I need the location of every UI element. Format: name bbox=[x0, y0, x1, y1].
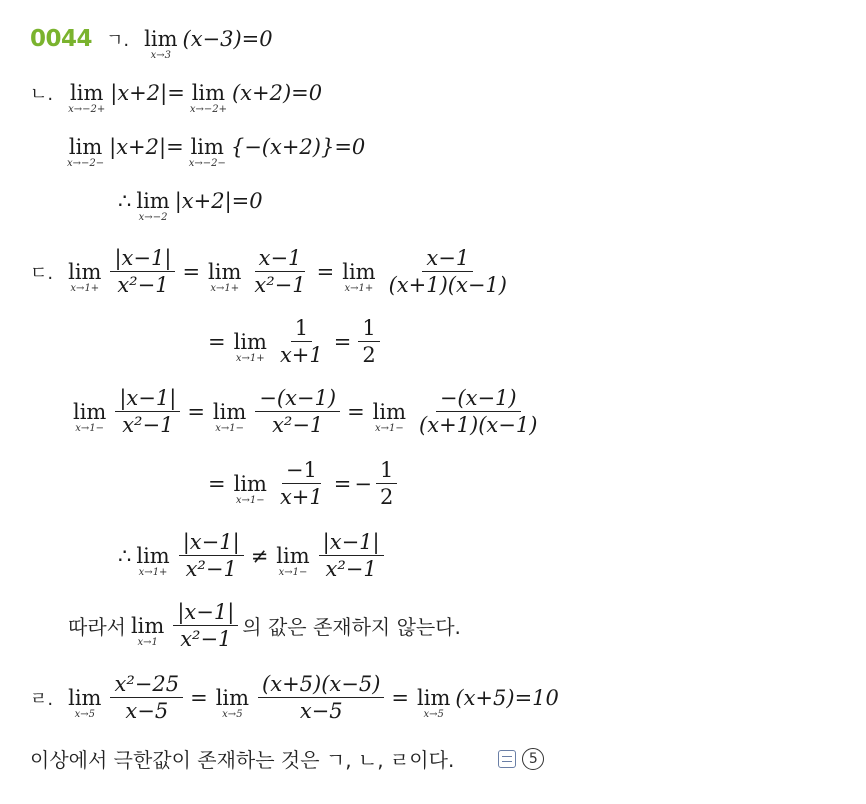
answer-choice-circle: 5 bbox=[522, 748, 544, 770]
frac-c5: $\frac{1}{2}$ bbox=[358, 316, 379, 367]
lim-c4: lim x→1+ bbox=[233, 329, 267, 364]
frac-c13: $\frac{|x-1|}{\text{x²−1}}$ bbox=[173, 600, 238, 651]
text-not-exist: 의 값은 존재하지 않는다. bbox=[242, 615, 461, 639]
line-a bbox=[30, 22, 273, 61]
lim-c9: lim x→1+ bbox=[136, 543, 170, 578]
neq-symbol: ≠ bbox=[250, 543, 269, 568]
problem-number: 0044 bbox=[30, 26, 93, 52]
lim-c1: lim x→1+ bbox=[68, 259, 102, 294]
frac-c6: $\frac{|x-1|}{\text{x²−1}}$ bbox=[115, 386, 180, 437]
lim-c3: lim x→1+ bbox=[342, 259, 376, 294]
answer-icon bbox=[498, 750, 516, 768]
frac-c8: $\frac{-(x-1)}{(x+1)(x-1)}$ bbox=[419, 386, 538, 437]
expr-b1-mid: |x+2|= bbox=[110, 81, 185, 105]
line-b2 bbox=[62, 130, 366, 169]
mark-d: ㄹ. bbox=[30, 688, 54, 710]
mark-c: ㄷ. bbox=[30, 262, 54, 284]
lim-c6: lim x→1− bbox=[212, 399, 247, 434]
expr-b3-end: |x+2|=0 bbox=[174, 189, 263, 213]
therefore-symbol-2: ∴ bbox=[118, 543, 132, 568]
conclusion-text: 이상에서 극한값이 존재하는 것은 ㄱ, ㄴ, ㄹ이다. bbox=[30, 748, 455, 772]
frac-c2: $\frac{x-1}{\text{x²−1}}$ bbox=[254, 246, 306, 297]
lim-c11: lim x→1 bbox=[130, 613, 165, 648]
conclusion-line bbox=[30, 744, 544, 773]
lim-c2: lim x→1+ bbox=[208, 259, 242, 294]
frac-c7: $\frac{-(x-1)}{\text{x²−1}}$ bbox=[255, 386, 340, 437]
lim-b1: lim x→−2+ bbox=[68, 81, 106, 115]
expr-b2-mid: |x+2|= bbox=[109, 135, 184, 159]
lim-d1: lim x→5 bbox=[68, 685, 102, 720]
lim-c10: lim x→1− bbox=[276, 543, 310, 578]
line-b1 bbox=[30, 76, 323, 115]
frac-c10: $\frac{1}{2}$ bbox=[376, 458, 397, 509]
frac-c1: $\frac{|x-1|}{\text{x²−1}}$ bbox=[110, 246, 175, 297]
lim-d2: lim x→5 bbox=[215, 685, 250, 720]
expr-b2-end: {−(x+2)}=0 bbox=[230, 135, 366, 159]
frac-d2: $\frac{(x+5)(x-5)}{x-5}$ bbox=[258, 672, 384, 723]
frac-c12: $\frac{|x-1|}{\text{x²−1}}$ bbox=[319, 530, 384, 581]
lim-b2: lim x→−2+ bbox=[189, 81, 227, 115]
line-d: ㄹ. lim x→5 $\frac{\text{x²−25}}{x-5}$ = lim x→5 $\frac{(x+5)(x-5)}{x-5}$ = lim x→5 (x+5)=10 bbox=[30, 672, 559, 723]
lim-b3: lim x→−2− bbox=[67, 135, 105, 169]
therefore-symbol: ∴ bbox=[118, 189, 132, 213]
text-therefore-korean: 따라서 bbox=[68, 615, 126, 639]
lim-c8: lim x→1− bbox=[233, 471, 267, 506]
line-c5 bbox=[118, 530, 388, 581]
answer bbox=[498, 748, 544, 770]
frac-c4: $\frac{1}{x+1}$ bbox=[279, 316, 323, 367]
line-c4: = lim x→1− $\frac{-1}{x+1}$ = − $\frac{1}{2}$ bbox=[205, 458, 401, 509]
lim-c5: lim x→1− bbox=[73, 399, 107, 434]
mark-b: ㄴ. bbox=[30, 84, 54, 105]
lim-c7: lim x→1− bbox=[372, 399, 407, 434]
expr-a: (x−3)=0 bbox=[182, 27, 273, 51]
mark-a: ㄱ. bbox=[106, 30, 130, 51]
line-c3: lim x→1− $\frac{|x-1|}{\text{x²−1}}$ = lim x→1− $\frac{-(x-1)}{\text{x²−1}}$ = lim x→1− $\frac{-(x-1)}{(x+1)(x-1)}$ bbox=[68, 386, 545, 437]
frac-d1: $\frac{\text{x²−25}}{x-5}$ bbox=[110, 672, 183, 723]
line-b3 bbox=[118, 184, 263, 223]
frac-c3: $\frac{x-1}{(x+1)(x-1)}$ bbox=[388, 246, 507, 297]
lim-b4: lim x→−2− bbox=[188, 135, 226, 169]
frac-c9: $\frac{-1}{x+1}$ bbox=[279, 458, 323, 509]
expr-b1-end: (x+2)=0 bbox=[231, 81, 323, 105]
line-c1: ㄷ. lim x→1+ $\frac{|x-1|}{\text{x²−1}}$ = lim x→1+ $\frac{x-1}{\text{x²−1}}$ = lim x→1+ $\frac{x-1}{(x+1)(x-1)}$ bbox=[30, 246, 515, 297]
frac-c11: $\frac{|x-1|}{\text{x²−1}}$ bbox=[179, 530, 244, 581]
minus-sign: − bbox=[354, 471, 372, 496]
lim-a: lim x→3 bbox=[144, 27, 178, 61]
line-c6 bbox=[68, 600, 461, 651]
expr-d-end: (x+5)=10 bbox=[455, 685, 559, 710]
lim-b5: lim x→−2 bbox=[136, 189, 170, 223]
lim-d3: lim x→5 bbox=[417, 685, 451, 720]
line-c2: = lim x→1+ $\frac{1}{x+1}$ = $\frac{1}{2}$ bbox=[205, 316, 384, 367]
